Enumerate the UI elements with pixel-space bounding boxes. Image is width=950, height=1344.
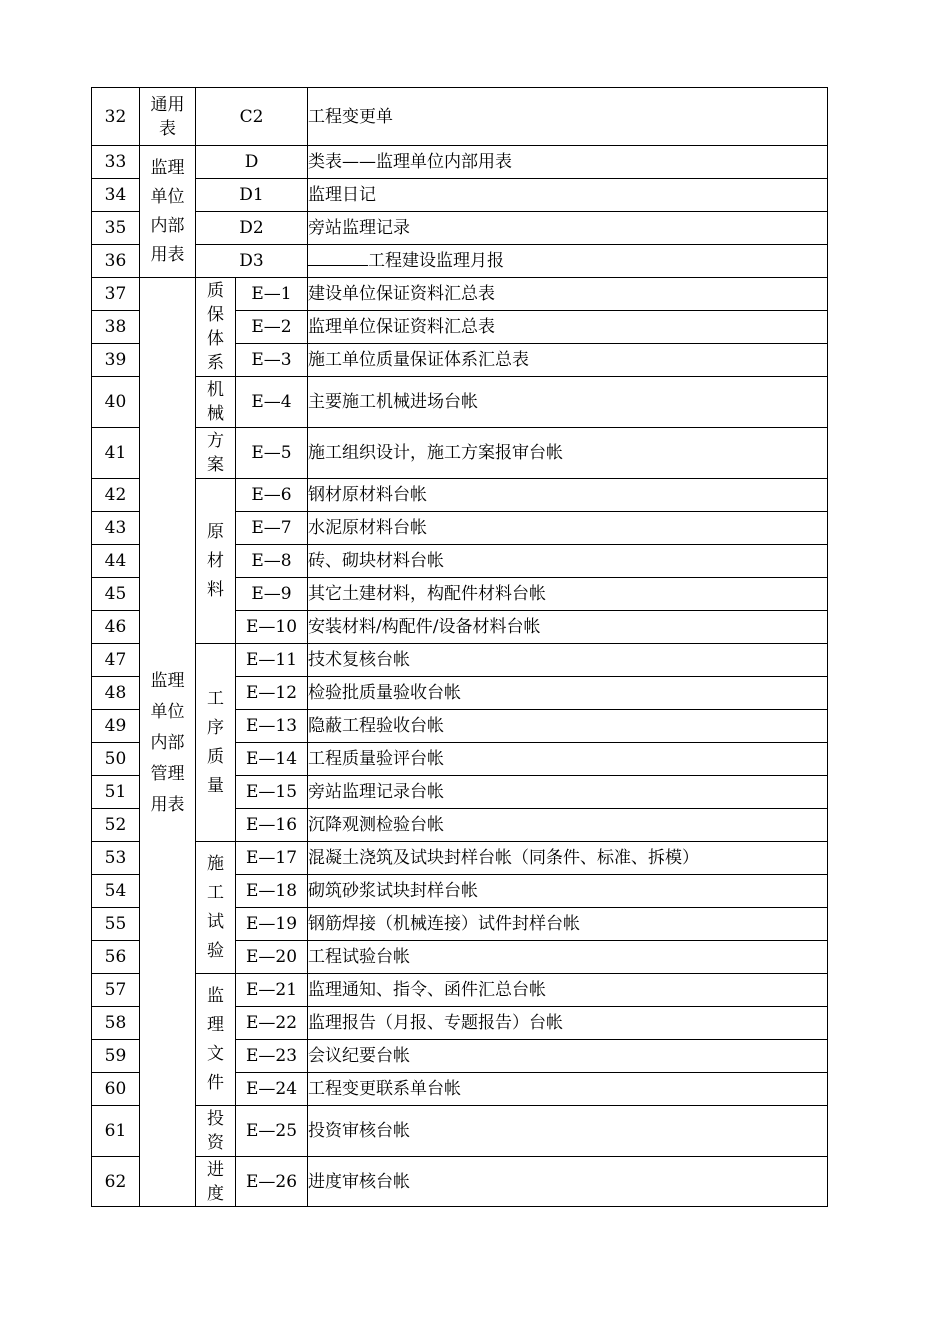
subcategory-char: 件 [207, 1072, 224, 1093]
category-line: 内部 [150, 732, 185, 753]
row-number: 44 [92, 545, 140, 578]
row-name: 监理单位保证资料汇总表 [308, 311, 828, 344]
category-line: 单位 [150, 701, 185, 722]
row-code: E—23 [236, 1040, 308, 1073]
table-row [92, 278, 828, 311]
row-number: 41 [92, 428, 140, 479]
row-code: C2 [196, 88, 308, 146]
row-code: E—3 [236, 344, 308, 377]
row-name: 投资审核台帐 [308, 1106, 828, 1157]
row-number: 45 [92, 578, 140, 611]
subcategory-char: 质 [207, 281, 224, 301]
row-name: 监理日记 [308, 179, 828, 212]
subcategory-char: 度 [207, 1183, 224, 1204]
table-row [92, 479, 828, 512]
row-code: E—24 [236, 1073, 308, 1106]
row-code: E—15 [236, 776, 308, 809]
table-row [92, 842, 828, 875]
row-name: 主要施工机械进场台帐 [308, 377, 828, 428]
fill-in-blank [308, 250, 368, 266]
subcategory-char: 施 [207, 853, 224, 874]
row-name: 监理报告（月报、专题报告）台帐 [308, 1007, 828, 1040]
row-code: E—9 [236, 578, 308, 611]
row-number: 42 [92, 479, 140, 512]
row-code: E—22 [236, 1007, 308, 1040]
row-name: 会议纪要台帐 [308, 1040, 828, 1073]
subcategory-char: 工 [207, 882, 224, 903]
row-code: E—1 [236, 278, 308, 311]
subcategory-char: 试 [207, 911, 224, 932]
row-name: 工程变更单 [308, 88, 828, 146]
row-number: 60 [92, 1073, 140, 1106]
table-row [92, 1106, 828, 1157]
row-number: 37 [92, 278, 140, 311]
row-number: 46 [92, 611, 140, 644]
row-number: 43 [92, 512, 140, 545]
category-line: 用表 [150, 794, 185, 815]
subcategory-char: 序 [207, 717, 224, 738]
row-name: 钢筋焊接（机械连接）试件封样台帐 [308, 908, 828, 941]
row-name: 技术复核台帐 [308, 644, 828, 677]
row-code: E—11 [236, 644, 308, 677]
row-name: 检验批质量验收台帐 [308, 677, 828, 710]
subcategory-cell [196, 479, 236, 644]
row-number: 61 [92, 1106, 140, 1157]
row-number: 40 [92, 377, 140, 428]
row-number: 47 [92, 644, 140, 677]
subcategory-char: 验 [207, 940, 224, 961]
document-table [91, 87, 828, 1207]
subcategory-char: 工 [207, 688, 224, 709]
subcategory-char: 材 [207, 550, 224, 571]
row-name: 监理通知、指令、函件汇总台帐 [308, 974, 828, 1007]
subcategory-char: 投 [207, 1109, 224, 1129]
row-code: D [196, 146, 308, 179]
category-line: 内部 [150, 215, 185, 236]
table-row [92, 1157, 828, 1207]
row-code: D2 [196, 212, 308, 245]
row-code: E—13 [236, 710, 308, 743]
row-number: 51 [92, 776, 140, 809]
category-line: 单位 [150, 186, 185, 207]
category-line: 监理 [150, 670, 185, 691]
subcategory-char: 方 [207, 431, 224, 451]
table-row [92, 377, 828, 428]
row-name: 钢材原材料台帐 [308, 479, 828, 512]
row-number: 48 [92, 677, 140, 710]
subcategory-char: 资 [207, 1133, 224, 1153]
subcategory-char: 械 [207, 404, 224, 424]
subcategory-char: 进 [207, 1159, 224, 1180]
subcategory-char: 质 [207, 746, 224, 767]
row-code: D1 [196, 179, 308, 212]
row-name: 工程建设监理月报 [368, 251, 505, 271]
subcategory-char: 文 [207, 1043, 224, 1064]
subcategory-cell [196, 842, 236, 974]
row-code: E—21 [236, 974, 308, 1007]
row-number: 55 [92, 908, 140, 941]
row-name: 工程变更联系单台帐 [308, 1073, 828, 1106]
row-code: D3 [196, 245, 308, 278]
row-code: E—12 [236, 677, 308, 710]
row-number: 49 [92, 710, 140, 743]
row-name: 旁站监理记录 [308, 212, 828, 245]
subcategory-char: 理 [207, 1014, 224, 1035]
subcategory-cell [196, 1106, 236, 1157]
row-number: 59 [92, 1040, 140, 1073]
subcategory-char: 原 [207, 521, 224, 542]
category-line: 用表 [150, 244, 185, 265]
row-code: E—25 [236, 1106, 308, 1157]
subcategory-char: 量 [207, 775, 224, 796]
row-number: 36 [92, 245, 140, 278]
subcategory-cell [196, 644, 236, 842]
row-number: 54 [92, 875, 140, 908]
row-number: 35 [92, 212, 140, 245]
row-code: E—4 [236, 377, 308, 428]
row-number: 32 [92, 88, 140, 146]
category-line: 表 [159, 118, 176, 139]
row-name: 水泥原材料台帐 [308, 512, 828, 545]
subcategory-cell [196, 278, 236, 377]
row-number: 33 [92, 146, 140, 179]
subcategory-char: 保 [207, 305, 224, 325]
subcategory-char: 案 [207, 455, 224, 475]
subcategory-cell [196, 428, 236, 479]
row-name: 进度审核台帐 [308, 1157, 828, 1207]
row-code: E—5 [236, 428, 308, 479]
row-code: E—7 [236, 512, 308, 545]
row-number: 39 [92, 344, 140, 377]
row-code: E—6 [236, 479, 308, 512]
row-code: E—16 [236, 809, 308, 842]
row-name: 安装材料/构配件/设备材料台帐 [308, 611, 828, 644]
row-number: 50 [92, 743, 140, 776]
table-row [92, 88, 828, 146]
row-number: 53 [92, 842, 140, 875]
row-number: 58 [92, 1007, 140, 1040]
category-line: 管理 [150, 763, 185, 784]
row-code: E—17 [236, 842, 308, 875]
row-code: E—14 [236, 743, 308, 776]
row-name: 旁站监理记录台帐 [308, 776, 828, 809]
table-row [92, 644, 828, 677]
subcategory-cell [196, 377, 236, 428]
row-code: E—19 [236, 908, 308, 941]
table-row [92, 245, 828, 278]
row-code: E—10 [236, 611, 308, 644]
row-number: 38 [92, 311, 140, 344]
row-code: E—2 [236, 311, 308, 344]
row-name: 施工单位质量保证体系汇总表 [308, 344, 828, 377]
subcategory-char: 体 [207, 329, 224, 349]
category-line: 通用 [150, 94, 185, 115]
row-number: 56 [92, 941, 140, 974]
table-row [92, 974, 828, 1007]
row-name: 隐蔽工程验收台帐 [308, 710, 828, 743]
row-number: 62 [92, 1157, 140, 1207]
row-name: 砖、砌块材料台帐 [308, 545, 828, 578]
table-row [92, 179, 828, 212]
row-code: E—20 [236, 941, 308, 974]
row-name: 砌筑砂浆试块封样台帐 [308, 875, 828, 908]
row-name: 类表——监理单位内部用表 [308, 146, 828, 179]
category-cell [140, 88, 196, 146]
row-name: 工程质量验评台帐 [308, 743, 828, 776]
subcategory-cell [196, 974, 236, 1106]
row-number: 34 [92, 179, 140, 212]
table-row [92, 146, 828, 179]
row-name: 混凝土浇筑及试块封样台帐（同条件、标准、拆模） [308, 842, 828, 875]
row-name: 建设单位保证资料汇总表 [308, 278, 828, 311]
category-line: 监理 [150, 157, 185, 178]
subcategory-cell [196, 1157, 236, 1207]
row-name-with-blank [308, 245, 828, 278]
row-code: E—26 [236, 1157, 308, 1207]
table-row [92, 212, 828, 245]
row-code: E—18 [236, 875, 308, 908]
row-number: 52 [92, 809, 140, 842]
row-name: 沉降观测检验台帐 [308, 809, 828, 842]
row-number: 57 [92, 974, 140, 1007]
subcategory-char: 料 [207, 579, 224, 600]
row-code: E—8 [236, 545, 308, 578]
row-name: 其它土建材料，构配件材料台帐 [308, 578, 828, 611]
table-row [92, 428, 828, 479]
row-name: 施工组织设计，施工方案报审台帐 [308, 428, 828, 479]
subcategory-char: 机 [207, 380, 224, 400]
row-name: 工程试验台帐 [308, 941, 828, 974]
subcategory-char: 监 [207, 985, 224, 1006]
category-cell [140, 146, 196, 278]
category-cell [140, 278, 196, 1207]
subcategory-char: 系 [207, 353, 224, 373]
